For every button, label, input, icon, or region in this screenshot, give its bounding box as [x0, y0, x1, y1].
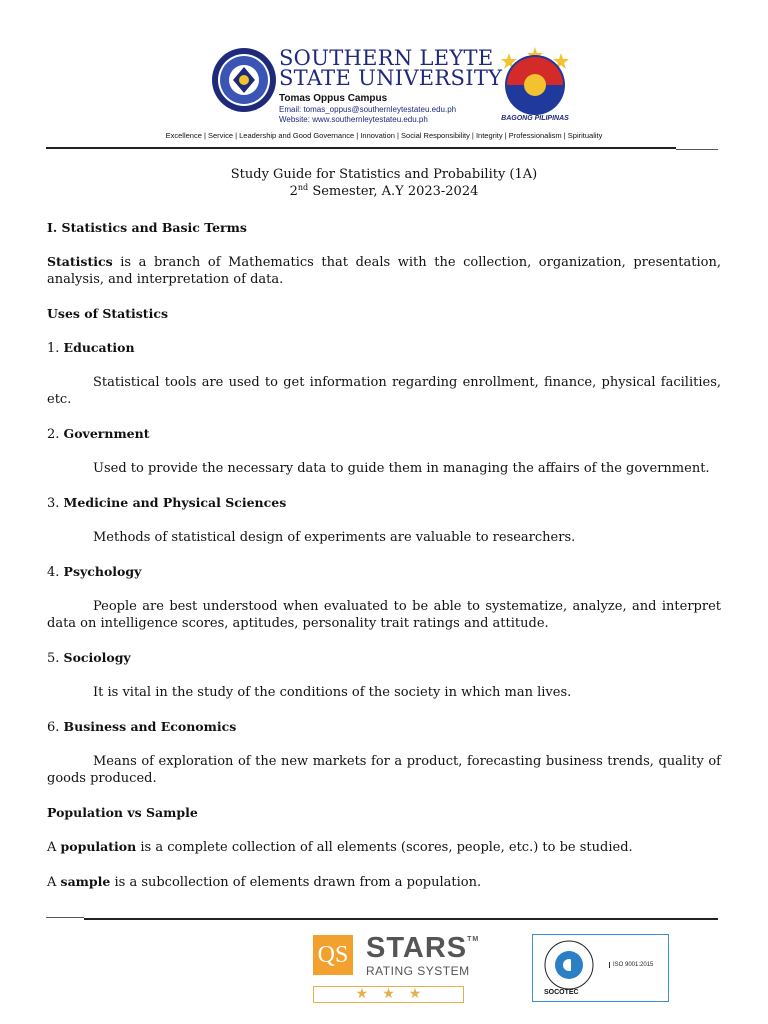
core-values-motto: Excellence | Service | Leadership and Good Governance | Innovation | Social Responsibility | Integrity | Professionalism | Spirituality	[165, 131, 603, 140]
uses-list	[47, 339, 721, 787]
socotec-name: SOCOTEC	[544, 989, 579, 996]
letterhead	[0, 0, 768, 160]
footer-divider-lead	[46, 917, 84, 918]
document-subtitle: 2nd Semester, A.Y 2023-2024	[289, 183, 479, 199]
list-item: 2. Government Used to provide the necessary data to guide them in managing the affairs of the government.	[47, 425, 721, 477]
population-sample-heading: Population vs Sample	[47, 805, 198, 820]
website-text: Website: www.southernleytestateu.edu.ph	[279, 115, 428, 124]
list-item: 6. Business and Economics Means of exploration of the new markets for a product, forecasting business trends, quality of goods produced.	[47, 719, 721, 786]
bagong-pilipinas-logo-icon	[497, 45, 573, 125]
use-description: Methods of statistical design of experiments are valuable to researchers.	[93, 530, 576, 545]
use-description: People are best understood when evaluated to be able to systematize, analyze, and interpret data on intelligence scores, aptitudes, personality trait ratings and attitude.	[47, 599, 721, 631]
qs-star-rating-bar: ★★★	[313, 986, 464, 1003]
qs-logo-icon: QS	[313, 935, 353, 975]
header-divider	[46, 147, 676, 149]
iso-standard-label: ISO 9001:2015	[609, 962, 653, 968]
document-title: Study Guide for Statistics and Probability (1A)	[230, 167, 538, 182]
use-title: Government	[63, 426, 150, 441]
use-title: Psychology	[63, 564, 142, 579]
bagong-pilipinas-label: BAGONG PILIPINAS	[501, 115, 569, 122]
use-title: Sociology	[63, 650, 131, 665]
footer-divider	[84, 918, 718, 920]
list-item: 3. Medicine and Physical Sciences Methods of statistical design of experiments are valuable to researchers.	[47, 494, 721, 546]
header-divider-tail	[676, 149, 718, 150]
population-definition: A population is a complete collection of all elements (scores, people, etc.) to be studied.	[47, 839, 633, 855]
list-item: 4. Psychology People are best understood when evaluated to be able to systematize, analyze, and interpret data on intelligence scores, aptitudes, personality trait ratings and attitude.	[47, 564, 721, 631]
population-term: population	[60, 839, 137, 854]
contact-info	[279, 105, 456, 125]
study-guide-body	[47, 166, 721, 891]
statistics-definition: Statistics is a branch of Mathematics that deals with the collection, organization, presentation, analysis, and interpretation of data.	[47, 254, 721, 287]
use-title: Education	[63, 340, 135, 355]
sample-term: sample	[60, 874, 111, 889]
use-description: Means of exploration of the new markets for a product, forecasting business trends, quality of goods produced.	[47, 754, 721, 786]
campus-name: Tomas Oppus Campus	[279, 93, 388, 104]
university-seal-icon	[211, 47, 277, 113]
qs-rating-system-label: RATING SYSTEM	[366, 964, 470, 978]
use-title: Medicine and Physical Sciences	[63, 495, 287, 510]
use-description: It is vital in the study of the conditions of the society in which man lives.	[93, 685, 572, 700]
university-name: SOUTHERN LEYTE STATE UNIVERSITY	[279, 46, 503, 90]
use-description: Used to provide the necessary data to guide them in managing the affairs of the government.	[93, 461, 710, 476]
use-title: Business and Economics	[63, 719, 237, 734]
email-text: Email: tomas_oppus@southernleytestateu.edu.ph	[279, 105, 457, 114]
uses-heading: Uses of Statistics	[47, 306, 168, 321]
definition-term: Statistics	[47, 254, 113, 269]
list-item: 5. Sociology It is vital in the study of the conditions of the society in which man lives.	[47, 649, 721, 701]
list-item: 1. Education Statistical tools are used to get information regarding enrollment, finance, physical facilities, etc.	[47, 340, 721, 407]
use-description: Statistical tools are used to get information regarding enrollment, finance, physical facilities, etc.	[47, 375, 721, 407]
socotec-certification-badge	[532, 934, 669, 1002]
sample-definition: A sample is a subcollection of elements drawn from a population.	[47, 874, 482, 890]
section-heading: I. Statistics and Basic Terms	[47, 220, 247, 235]
qs-stars-wordmark: STARS™	[366, 932, 480, 964]
